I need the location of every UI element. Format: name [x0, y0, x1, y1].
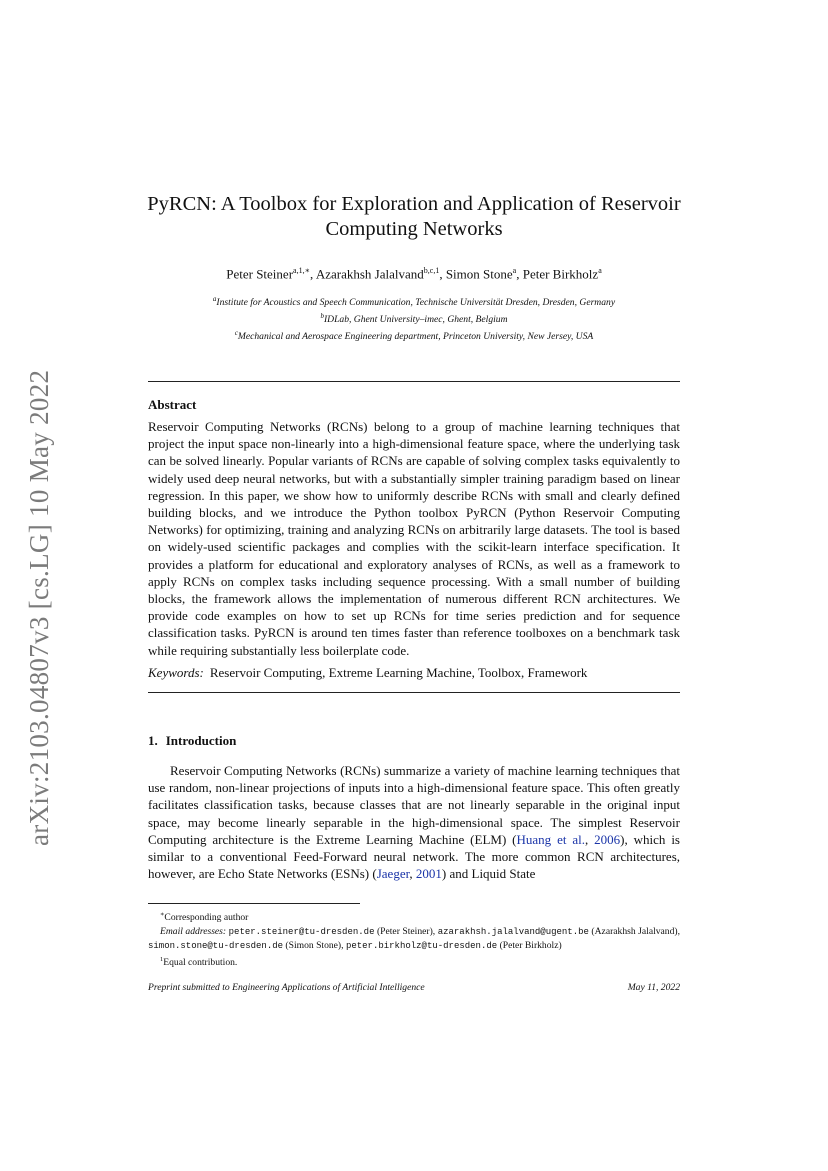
- abstract-body: Reservoir Computing Networks (RCNs) belong to a group of machine learning techniques that project the input space non-linearly into a high-dimensional feature space, where the underlying task can be solved linearly. Popular variants of RCNs are capable of solving complex tasks equivalently to widely used deep neural networks, but with a substantially simpler training paradigm based on linear regression. In this paper, we show how to uniformly describe RCNs with small and clearly defined building blocks, and we introduce the Python toolbox PyRCN (Python Reservoir Computing Networks) for optimizing, training and analyzing RCNs on arbitrarily large datasets. The tool is based on widely-used scientific packages and complies with the scikit-learn interface specification. It provides a platform for educational and exploratory analyses of RCNs, as well as a framework to apply RCNs on complex tasks including sequence processing. With a small number of building blocks, the framework allows the implementation of numerous different RCN architectures. We provide code examples on how to set up RCNs for time series prediction and for sequence classification tasks. PyRCN is around ten times faster than reference toolboxes on a benchmark task while requiring substantially less boilerplate code.: [148, 419, 680, 658]
- author-name: Simon Stone: [445, 266, 513, 282]
- author-affiliation-mark: a,1,∗: [293, 266, 311, 275]
- affiliation-text: Institute for Acoustics and Speech Communication, Technische Universität Dresden, Dresden, Germany: [216, 297, 616, 309]
- author-name: Peter Steiner: [226, 266, 294, 282]
- footnotes: [148, 908, 680, 970]
- affiliation-mark: a: [212, 295, 217, 303]
- author-name: Peter Birkholz: [522, 266, 599, 282]
- affiliation-mark: b: [320, 311, 324, 320]
- footer-date: May 11, 2022: [627, 982, 680, 993]
- author-affiliation-mark: a: [512, 266, 517, 275]
- abstract-bottom-rule: [148, 692, 680, 693]
- abstract-heading: Abstract: [148, 397, 197, 412]
- citation-link-huang[interactable]: Huang et al.: [516, 831, 585, 847]
- email-address[interactable]: peter.steiner@tu-dresden.de: [228, 926, 375, 937]
- section-heading-introduction: [148, 733, 236, 749]
- email-owner: (Peter Steiner),: [374, 925, 438, 937]
- intro-text-part: ), which is similar to a conventional Feed-Forward neural network. The more common RCN architectures, however, are Echo State Networks (ESNs) (: [148, 831, 680, 882]
- author-list: [140, 263, 688, 282]
- citation-link-jaeger[interactable]: Jaeger: [376, 866, 410, 882]
- section-title: Introduction: [165, 733, 237, 748]
- affiliation-text: IDLab, Ghent University–imec, Ghent, Belgium: [323, 313, 508, 325]
- footnote-text: Equal contribution.: [163, 957, 238, 969]
- author-name: Azarakhsh Jalalvand: [315, 266, 424, 282]
- abstract-top-rule: [148, 381, 680, 382]
- intro-text-part: Reservoir Computing Networks (RCNs) summarize a variety of machine learning techniques that use random, non-linear projections of inputs into a high-dimensional feature space. This often greatly facilitates classification tasks, because classes that are not linearly separable in the original input space, may become linearly separable in the high-dimensional space. The simplest Reservoir Computing architecture is the Extreme Learning Machine (ELM) (: [148, 763, 680, 847]
- email-owner: (Peter Birkholz): [497, 940, 562, 951]
- footnote-rule: [148, 903, 360, 904]
- footnote-text: Corresponding author: [164, 912, 249, 924]
- affiliation-text: Mechanical and Aerospace Engineering department, Princeton University, New Jersey, USA: [237, 330, 594, 342]
- footnote-mark: ∗: [160, 911, 165, 918]
- keywords-text: Reservoir Computing, Extreme Learning Machine, Toolbox, Framework: [209, 665, 588, 680]
- affiliation-line: [140, 327, 688, 344]
- author-affiliation-mark: b,c,1: [423, 266, 440, 275]
- footnote-mark: 1: [160, 956, 164, 964]
- citation-year-link-huang[interactable]: 2006: [594, 831, 621, 847]
- email-address[interactable]: simon.stone@tu-dresden.de: [148, 941, 284, 951]
- email-owner: (Simon Stone),: [283, 940, 346, 951]
- author-affiliation-mark: a: [598, 266, 602, 275]
- page-footer: [148, 982, 680, 993]
- footnote-emails: [148, 925, 680, 954]
- author-separator: ,: [439, 266, 446, 282]
- affiliation-line: [140, 293, 688, 310]
- footnote-corresponding: [148, 908, 680, 925]
- intro-text-part: ) and Liquid State: [441, 866, 536, 882]
- email-address[interactable]: azarakhsh.jalalvand@ugent.be: [437, 926, 589, 937]
- introduction-paragraph: [148, 762, 680, 882]
- keywords-line: [148, 664, 680, 681]
- keywords-label: Keywords:: [148, 665, 204, 680]
- citation-separator: ,: [585, 831, 595, 847]
- affiliation-line: [140, 310, 688, 327]
- email-owner: (Azarakhsh Jalalvand),: [588, 925, 680, 937]
- section-number: 1.: [148, 733, 158, 748]
- email-address[interactable]: peter.birkholz@tu-dresden.de: [345, 941, 498, 951]
- footnote-equal-contribution: [148, 953, 680, 970]
- citation-year-link-jaeger[interactable]: 2001: [415, 866, 442, 882]
- author-separator: ,: [310, 266, 316, 282]
- affiliation-list: [140, 293, 688, 343]
- arxiv-identifier-stamp: arXiv:2103.04807v3 [cs.LG] 10 May 2022: [24, 369, 54, 846]
- paper-title: PyRCN: A Toolbox for Exploration and Application of Reservoir Computing Networks: [147, 193, 681, 240]
- author-separator: ,: [516, 266, 523, 282]
- citation-separator: ,: [409, 866, 416, 882]
- footer-venue: Preprint submitted to Engineering Applications of Artificial Intelligence: [148, 982, 425, 993]
- email-label: Email addresses:: [160, 925, 227, 937]
- affiliation-mark: c: [234, 328, 238, 337]
